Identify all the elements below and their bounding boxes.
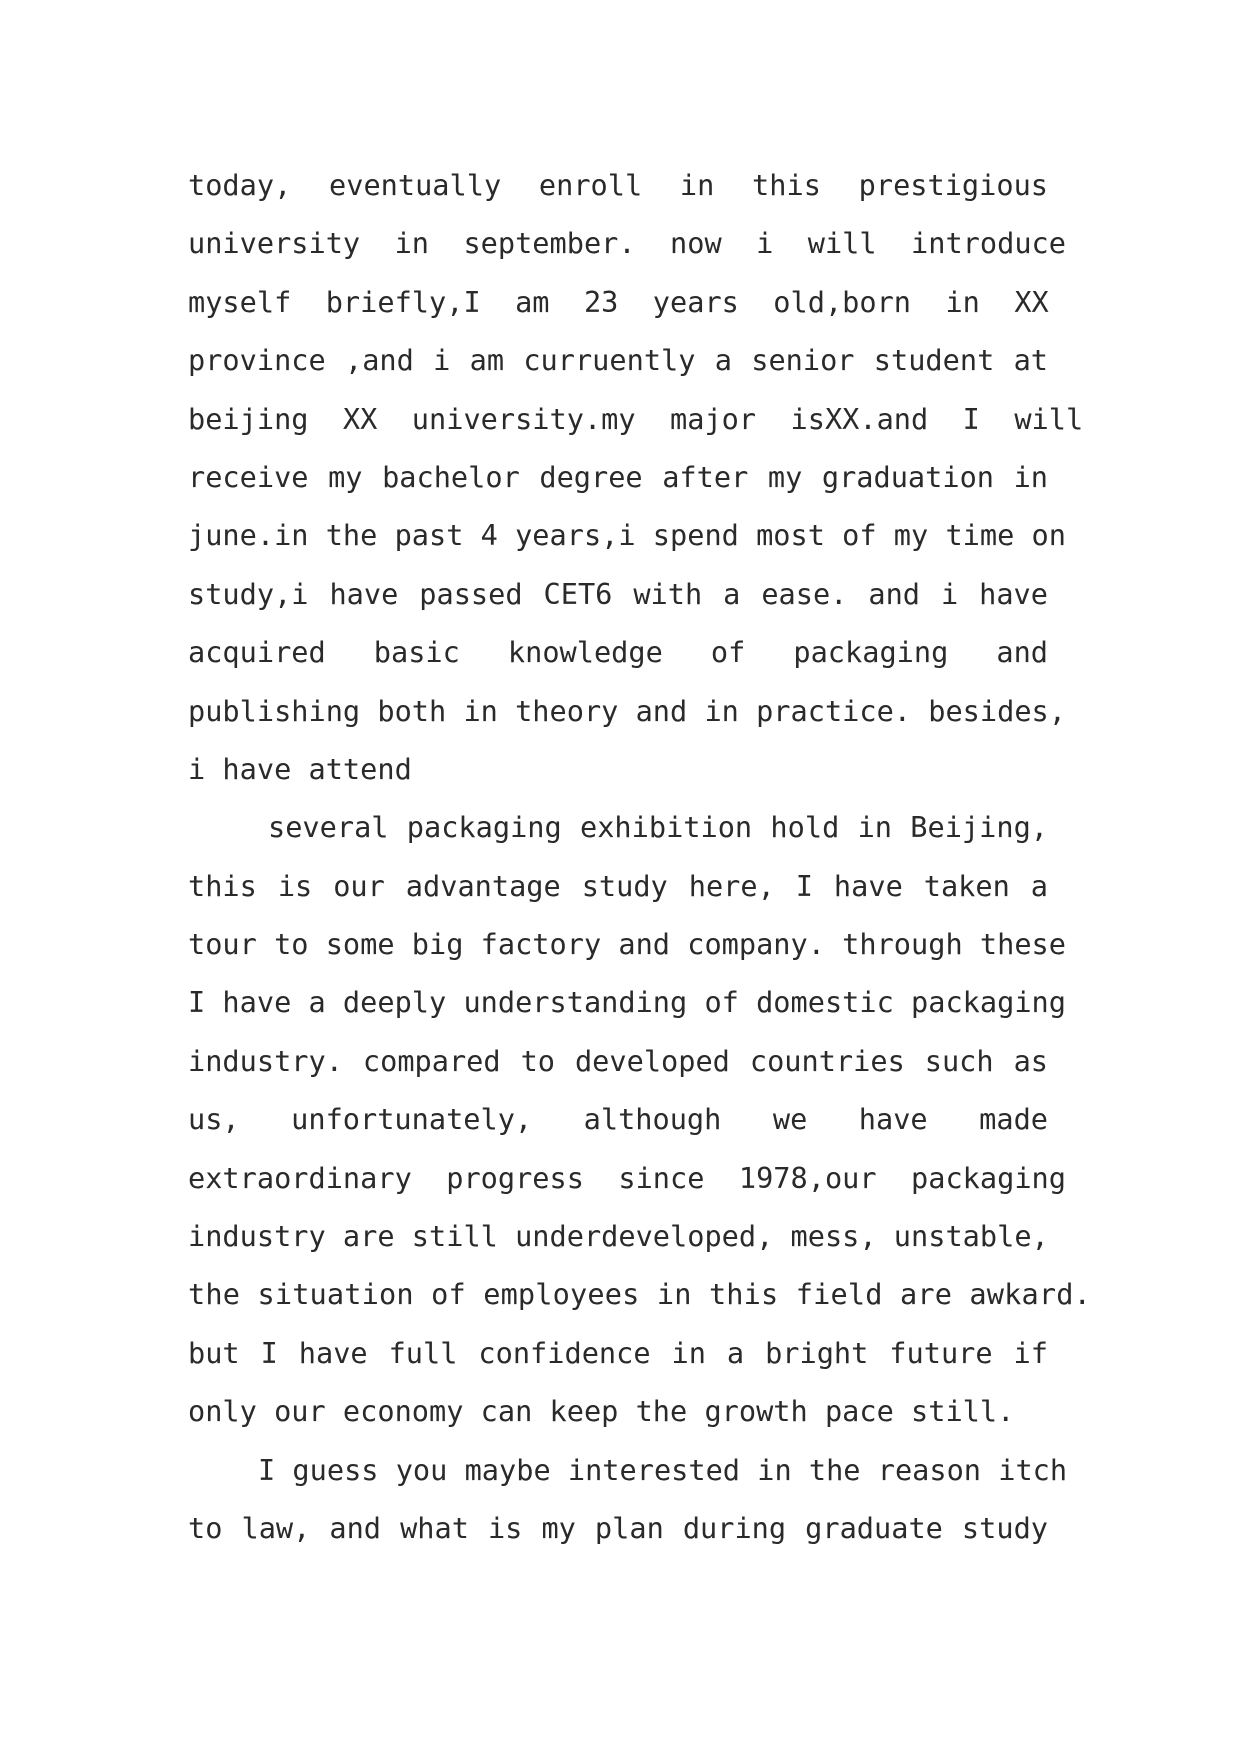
- text-line: I have a deeply understanding of domestic packaging: [188, 985, 1066, 1020]
- text-line: to law, and what is my plan during graduate study: [188, 1510, 1048, 1545]
- text-line: publishing both in theory and in practice. besides,: [188, 693, 1066, 728]
- paragraph-2: [188, 798, 1091, 1440]
- text-line: this is our advantage study here, I have taken a: [188, 868, 1048, 903]
- text-line: industry. compared to developed countries such as: [188, 1043, 1048, 1078]
- paragraph-1: [188, 156, 1084, 798]
- text-line: today, eventually enroll in this prestigious: [188, 168, 1048, 202]
- text-line: beijing XX university.my major isXX.and I will: [188, 401, 1084, 436]
- text-line: us, unfortunately, although we have made: [188, 1102, 1048, 1137]
- text-line: industry are still underdeveloped, mess, unstable,: [188, 1219, 1049, 1254]
- text-line: tour to some big factory and company. through these: [188, 927, 1066, 962]
- text-line: several packaging exhibition hold in Beijing,: [268, 810, 1048, 845]
- text-line: myself briefly,I am 23 years old,born in XX: [188, 284, 1049, 319]
- paragraph-3: [188, 1441, 1068, 1558]
- text-line: receive my bachelor degree after my graduation in: [188, 459, 1048, 494]
- text-line: only our economy can keep the growth pace still.: [188, 1394, 1015, 1429]
- text-line: extraordinary progress since 1978,our packaging: [188, 1160, 1066, 1195]
- text-line: but I have full confidence in a bright future if: [188, 1335, 1048, 1370]
- text-line: june.in the past 4 years,i spend most of my time on: [188, 518, 1066, 553]
- text-line: study,i have passed CET6 with a ease. and i have: [188, 576, 1048, 611]
- text-line: acquired basic knowledge of packaging and: [188, 635, 1048, 670]
- text-line: university in september. now i will introduce: [188, 226, 1066, 261]
- text-line: province ,and i am curruently a senior student at: [188, 343, 1048, 378]
- text-line: I guess you maybe interested in the reason itch: [258, 1452, 1068, 1487]
- text-line: i have attend: [188, 751, 412, 786]
- text-line: the situation of employees in this field are awkard.: [188, 1277, 1091, 1312]
- document-body: [188, 156, 1091, 1557]
